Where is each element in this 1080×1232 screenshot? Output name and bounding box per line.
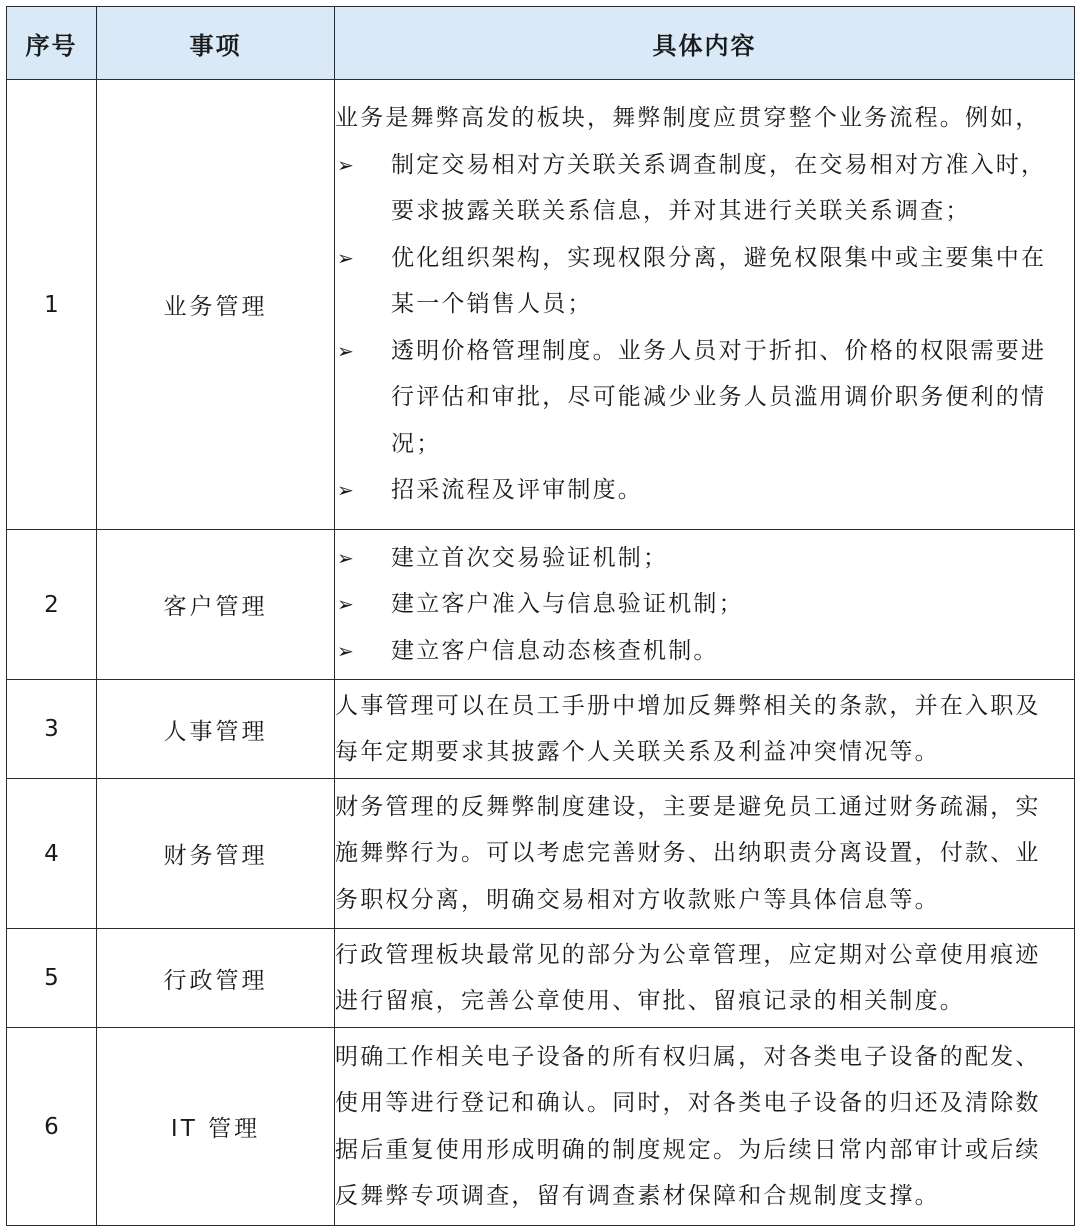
row-content bbox=[335, 680, 1075, 779]
bullet-line: 制定交易相对方关联关系调查制度，在交易相对方准入时， bbox=[391, 151, 1047, 178]
header-no: 序号 bbox=[7, 7, 97, 80]
bullet-text bbox=[391, 467, 1074, 514]
bullet-line: 要求披露关联关系信息，并对其进行关联关系调查； bbox=[391, 198, 971, 225]
row-number: 3 bbox=[7, 680, 97, 779]
row-content bbox=[335, 779, 1075, 929]
bullet-text bbox=[391, 628, 1074, 675]
content-line: 人事管理可以在员工手册中增加反舞弊相关的条款，并在入职及 bbox=[335, 692, 1041, 719]
row-content bbox=[335, 929, 1075, 1028]
bullet-item bbox=[335, 628, 1074, 675]
arrow-bullet-icon: ➢ bbox=[337, 245, 356, 270]
bullet-line: 况； bbox=[391, 430, 442, 457]
header-content: 具体内容 bbox=[335, 7, 1075, 80]
table-row bbox=[7, 530, 1075, 680]
arrow-bullet-icon: ➢ bbox=[337, 478, 356, 503]
row-content bbox=[335, 1028, 1075, 1226]
row-number: 1 bbox=[7, 80, 97, 530]
row-number: 2 bbox=[7, 530, 97, 680]
row-item: 行政管理 bbox=[97, 929, 335, 1028]
bullet-item bbox=[335, 328, 1074, 468]
bullet-item bbox=[335, 467, 1074, 514]
content-line: 务职权分离，明确交易相对方收款账户等具体信息等。 bbox=[335, 886, 940, 913]
table-header-row bbox=[7, 7, 1075, 80]
row-item: 财务管理 bbox=[97, 779, 335, 929]
bullet-text bbox=[391, 142, 1074, 235]
content-intro: 业务是舞弊高发的板块，舞弊制度应贯穿整个业务流程。例如， bbox=[335, 105, 1041, 132]
row-content bbox=[335, 530, 1075, 680]
table-row bbox=[7, 1028, 1075, 1226]
bullet-item bbox=[335, 142, 1074, 235]
arrow-bullet-icon: ➢ bbox=[337, 545, 356, 570]
table-row bbox=[7, 929, 1075, 1028]
content-line: 财务管理的反舞弊制度建设，主要是避免员工通过财务疏漏，实 bbox=[335, 793, 1041, 820]
row-number: 4 bbox=[7, 779, 97, 929]
bullet-line: 建立首次交易验证机制； bbox=[391, 544, 669, 571]
arrow-bullet-icon: ➢ bbox=[337, 338, 356, 363]
table-row bbox=[7, 80, 1075, 530]
content-line: 进行留痕，完善公章使用、审批、留痕记录的相关制度。 bbox=[335, 988, 965, 1014]
bullet-line: 行评估和审批，尽可能减少业务人员滥用调价职务便利的情 bbox=[391, 384, 1047, 411]
row-number: 5 bbox=[7, 929, 97, 1028]
content-line: 据后重复使用形成明确的制度规定。为后续日常内部审计或后续 bbox=[335, 1136, 1041, 1163]
row-item: 人事管理 bbox=[97, 680, 335, 779]
bullet-line: 透明价格管理制度。业务人员对于折扣、价格的权限需要进 bbox=[391, 337, 1047, 364]
bullet-line: 建立客户准入与信息验证机制； bbox=[391, 591, 744, 618]
arrow-bullet-icon: ➢ bbox=[337, 592, 356, 617]
bullet-text bbox=[391, 535, 1074, 582]
row-item: IT 管理 bbox=[97, 1028, 335, 1226]
row-item: 客户管理 bbox=[97, 530, 335, 680]
content-line: 行政管理板块最常见的部分为公章管理，应定期对公章使用痕迹 bbox=[335, 941, 1041, 968]
row-item: 业务管理 bbox=[97, 80, 335, 530]
content-line: 反舞弊专项调查，留有调查素材保障和合规制度支撑。 bbox=[335, 1183, 940, 1209]
policy-table bbox=[6, 6, 1075, 1226]
bullet-line: 招采流程及评审制度。 bbox=[391, 477, 643, 504]
bullet-line: 建立客户信息动态核查机制。 bbox=[391, 637, 719, 664]
bullet-text bbox=[391, 235, 1074, 328]
bullet-text bbox=[391, 328, 1074, 468]
bullet-item bbox=[335, 535, 1074, 582]
content-line: 每年定期要求其披露个人关联关系及利益冲突情况等。 bbox=[335, 739, 940, 765]
arrow-bullet-icon: ➢ bbox=[337, 152, 356, 177]
bullet-text bbox=[391, 581, 1074, 628]
content-line: 施舞弊行为。可以考虑完善财务、出纳职责分离设置，付款、业 bbox=[335, 840, 1041, 867]
table-row bbox=[7, 779, 1075, 929]
table-row bbox=[7, 680, 1075, 779]
bullet-item bbox=[335, 235, 1074, 328]
header-item: 事项 bbox=[97, 7, 335, 80]
row-number: 6 bbox=[7, 1028, 97, 1226]
content-line: 使用等进行登记和确认。同时，对各类电子设备的归还及清除数 bbox=[335, 1090, 1041, 1116]
bullet-line: 某一个销售人员； bbox=[391, 291, 593, 318]
content-line: 明确工作相关电子设备的所有权归属，对各类电子设备的配发、 bbox=[335, 1043, 1041, 1070]
arrow-bullet-icon: ➢ bbox=[337, 638, 356, 663]
bullet-line: 优化组织架构，实现权限分离，避免权限集中或主要集中在 bbox=[391, 244, 1047, 271]
row-content bbox=[335, 80, 1075, 530]
bullet-item bbox=[335, 581, 1074, 628]
